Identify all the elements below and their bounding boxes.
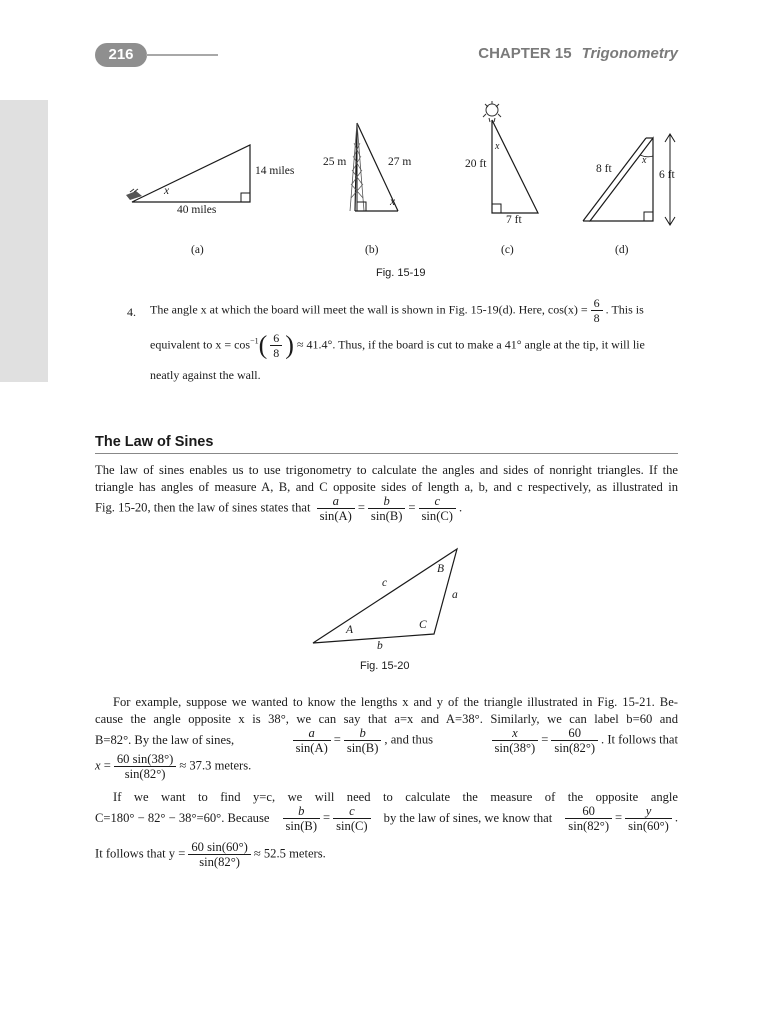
problem4-line3: neatly against the wall. bbox=[150, 368, 261, 382]
margin-tab bbox=[0, 100, 48, 382]
example-line1: For example, suppose we wanted to know the lengths x and y of the triangle illustrated in Fig. 15-21. Be- bbox=[113, 695, 678, 709]
label-angle-x-d: x bbox=[642, 155, 647, 166]
chapter-number: CHAPTER 15 bbox=[478, 45, 572, 62]
label-angle-x-b: x bbox=[390, 196, 396, 208]
label-27-m: 27 m bbox=[388, 156, 412, 168]
law-frac-a: $\frac{a}{\sin(A)}$ bbox=[317, 494, 355, 523]
example-line5: If we want to find y=c, we will need to calculate the measure of the opposite angle bbox=[113, 790, 678, 804]
chapter-title: Trigonometry bbox=[581, 45, 678, 62]
label-20-ft: 20 ft bbox=[465, 158, 487, 170]
law-frac-b: $\frac{b}{\sin(B)}$ bbox=[368, 494, 405, 523]
example-text-6a: C=180° − 82° − 38°=60°. Because bbox=[95, 811, 270, 826]
section-rule bbox=[95, 453, 678, 454]
problem4-text-3: equivalent to x = cos bbox=[150, 337, 251, 352]
header-rule bbox=[146, 54, 218, 56]
example-frac-a-sinA: $\frac{a}{\sin(A)}$ bbox=[293, 726, 331, 755]
example-frac-x: $\frac{x}{\sin(38^\circ)}$ bbox=[492, 726, 539, 755]
y-equation-prefix: It follows that y = bbox=[95, 846, 186, 861]
section-title: The Law of Sines bbox=[95, 434, 214, 450]
side-label-b: b bbox=[377, 640, 383, 652]
example-frac-b-sinB-2: $\frac{b}{\sin(B)}$ bbox=[283, 804, 320, 833]
figure-15-20-triangle bbox=[305, 545, 475, 650]
law-frac-c: $\frac{c}{\sin(C)}$ bbox=[419, 494, 456, 523]
panel-label-b: (b) bbox=[365, 244, 379, 256]
example-frac-b-sinB: $\frac{b}{\sin(B)}$ bbox=[344, 726, 381, 755]
example-line6: C=180° − 82° − 38°=60°. Because $\frac{b}{\sin(B)}$ = $\frac{c}{\sin(C)}$ by the law of sines, we know that $\frac{60}{\sin(82^\circ)}$ = $\frac{y}{\sin(60^\circ)}$ . bbox=[95, 804, 678, 833]
fraction-6-over-8: $\frac{6}{8}$ bbox=[591, 296, 603, 325]
label-7-ft: 7 ft bbox=[506, 214, 522, 226]
example-text-6b: by the law of sines, we know that bbox=[383, 811, 553, 826]
inverse-superscript: −1 bbox=[250, 336, 259, 346]
problem4-line2: equivalent to $x = \cos^{-1}$( $\frac{6}{8}$ ) ≈ 41.4°. Thus, if the board is cut to make a 41° angle at the tip, it will lie bbox=[150, 330, 645, 360]
law-para-line2: triangle has angles of measure A, B, and C opposite sides of length a, b, and c respectively, as illustrated in bbox=[95, 480, 678, 494]
problem-number: 4. bbox=[127, 305, 136, 319]
x-result: ≈ 37.3 meters. bbox=[179, 758, 252, 773]
example-frac-y-sin60: $\frac{y}{\sin(60^\circ)}$ bbox=[625, 804, 672, 833]
label-14-miles: 14 miles bbox=[255, 165, 295, 177]
problem4-text-1: The angle x at which the board will meet the wall is shown in Fig. 15-19(d). Here, cos(x) = bbox=[150, 302, 588, 317]
example-frac-c-sinC: $\frac{c}{\sin(C)}$ bbox=[333, 804, 370, 833]
example-frac-60-sin82: $\frac{60}{\sin(82^\circ)}$ bbox=[565, 804, 612, 833]
vertex-label-C: C bbox=[419, 619, 427, 631]
vertex-label-A: A bbox=[346, 624, 354, 636]
law-para-line3: Fig. 15-20, then the law of sines states that $\frac{a}{\sin(A)}$ = $\frac{b}{\sin(B)}$ = $\frac{c}{\sin(C)}$ . bbox=[95, 494, 463, 523]
label-6-ft: 6 ft bbox=[659, 169, 675, 181]
label-angle-x-c: x bbox=[495, 141, 500, 152]
figure-15-19b bbox=[330, 118, 430, 218]
label-angle-x-a: x bbox=[164, 185, 170, 197]
y-equation bbox=[95, 840, 326, 869]
problem4-text-2: . This is bbox=[605, 302, 644, 317]
label-8-ft: 8 ft bbox=[596, 163, 612, 175]
problem4-line1 bbox=[150, 296, 644, 325]
example-line3: B=82°. By the law of sines, $\frac{a}{\sin(A)}$ = $\frac{b}{\sin(B)}$ , and thus $\frac{x}{\sin(38^\circ)}$ = $\frac{60}{\sin(82^\circ)}$ . It follows that bbox=[95, 726, 678, 755]
figure-15-19c bbox=[476, 100, 556, 220]
label-25-m: 25 m bbox=[323, 156, 347, 168]
example-frac-60: $\frac{60}{\sin(82^\circ)}$ bbox=[551, 726, 598, 755]
panel-label-a: (a) bbox=[191, 244, 204, 256]
law-para-text: Fig. 15-20, then the law of sines states that bbox=[95, 500, 311, 515]
label-40-miles: 40 miles bbox=[177, 204, 217, 216]
problem4-text-4: ≈ 41.4°. Thus, if the board is cut to make a 41° angle at the tip, it will lie bbox=[296, 337, 645, 352]
chapter-heading bbox=[478, 45, 678, 62]
figure-15-19-caption: Fig. 15-19 bbox=[376, 267, 426, 279]
example-text-3a: B=82°. By the law of sines, bbox=[95, 733, 235, 748]
page-number-badge: 216 bbox=[95, 43, 147, 67]
panel-label-d: (d) bbox=[615, 244, 629, 256]
fraction-6-over-8-inverse: $\frac{6}{8}$ bbox=[270, 331, 282, 360]
law-para-line1: The law of sines enables us to use trigonometry to calculate the angles and sides of nonright triangles. If the bbox=[95, 463, 678, 477]
y-result: ≈ 52.5 meters. bbox=[253, 846, 326, 861]
example-line2: cause the angle opposite x is 38°, we can say that a=x and A=38°. Similarly, we can label b=60 and bbox=[95, 712, 678, 726]
side-label-a: a bbox=[452, 589, 458, 601]
x-equation-fraction: $\frac{60 \sin(38^\circ)}{\sin(82^\circ)}$ bbox=[114, 752, 176, 781]
vertex-label-B: B bbox=[437, 563, 445, 575]
side-label-c: c bbox=[382, 577, 388, 589]
y-equation-fraction: $\frac{60 \sin(60^\circ)}{\sin(82^\circ)}$ bbox=[188, 840, 250, 869]
x-equation: x = $\frac{60 \sin(38^\circ)}{\sin(82^\circ)}$ ≈ 37.3 meters. bbox=[95, 752, 252, 781]
figure-15-20-caption: Fig. 15-20 bbox=[360, 660, 410, 672]
panel-label-c: (c) bbox=[501, 244, 514, 256]
